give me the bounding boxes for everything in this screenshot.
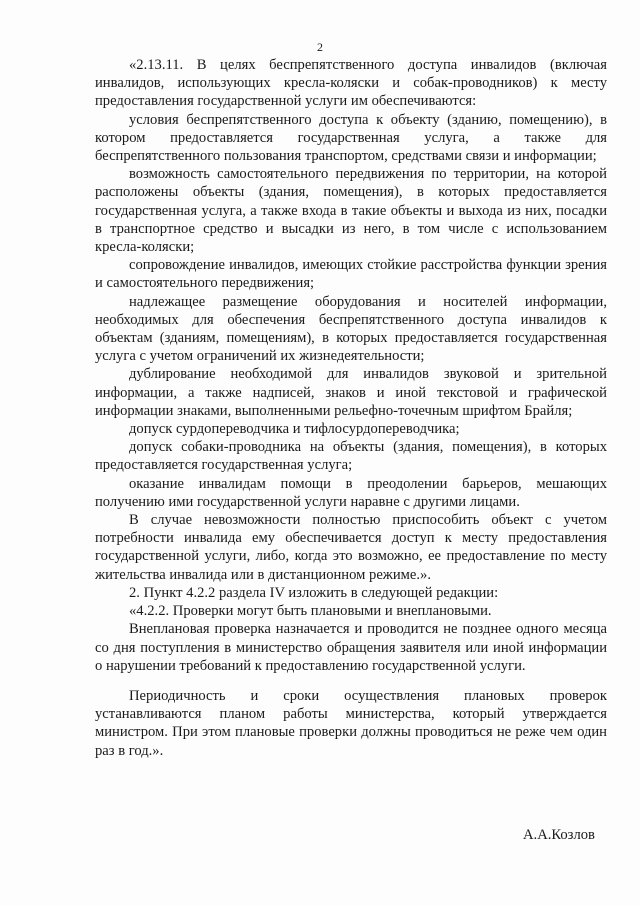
paragraph-4-2-2: «4.2.2. Проверки могут быть плановыми и внеплановыми.: [129, 603, 492, 620]
paragraph-item: оказание инвалидам помощи в преодолении барьеров, мешающих получению ими государственной услуги наравне с другими лицами.: [95, 475, 607, 510]
paragraph-item: допуск собаки-проводника на объекты (здания, помещения), в которых предоставляется государственная услуга;: [95, 439, 607, 474]
paragraph-scheduled-check: Периодичность и сроки осуществления плановых проверок устанавливаются планом работы министерства, который утверждается министром. При этом плановые проверки должны проводиться не реже чем один раз в год.».: [95, 687, 607, 759]
paragraph-item: условия беспрепятственного доступа к объекту (зданию, помещению), в котором предоставляется государственная услуга, а также для беспрепятственного пользования транспортом, средствами связи и информации;: [95, 111, 607, 165]
paragraph-item: возможность самостоятельного передвижения по территории, на которой расположены объекты (здания, помещения), в которых предоставляется государственная услуга, а также входа в такие объекты и выхода из них, посадки в транспортное средство и высадки из него, в том числе с использованием кресла-коляски;: [95, 166, 607, 256]
paragraph-point-2: 2. Пункт 4.2.2 раздела IV изложить в следующей редакции:: [129, 584, 499, 601]
paragraph-unscheduled-check: Внеплановая проверка назначается и проводится не позднее одного месяца со дня поступления в министерство обращения заявителя или иной информации о нарушении требований к предоставлению государственной услуги.: [95, 621, 607, 674]
paragraph-intro: «2.13.11. В целях беспрепятственного доступа инвалидов (включая инвалидов, использующих кресла-коляски и собак-проводников) к месту предоставления государственной услуги им обеспечиваются:: [95, 57, 607, 110]
document-body: [95, 56, 607, 760]
signature-name: А.А.Козлов: [523, 827, 595, 843]
paragraph-item: дублирование необходимой для инвалидов звуковой и зрительной информации, а также надписей, знаков и иной текстовой и графической информации знаками, выполненными рельефно-точечным шрифтом Брайля;: [95, 366, 607, 419]
page-number: 2: [317, 40, 323, 54]
paragraph-item: сопровождение инвалидов, имеющих стойкие расстройства функции зрения и самостоятельного передвижения;: [95, 257, 607, 292]
paragraph-remote-service: В случае невозможности полностью приспособить объект с учетом потребности инвалида ему обеспечивается доступ к месту предоставления государственной услуги, либо, когда это возможно, ее предоставление по месту жительства инвалида или в дистанционном режиме.».: [95, 512, 607, 583]
paragraph-item: допуск сурдопереводчика и тифлосурдопереводчика;: [129, 421, 460, 438]
paragraph-item: надлежащее размещение оборудования и носителей информации, необходимых для обеспечения беспрепятственного доступа инвалидов к объектам (зданиям, помещениям), в которых предоставляется государственная услуга с учетом ограничений их жизнедеятельности;: [95, 293, 607, 365]
